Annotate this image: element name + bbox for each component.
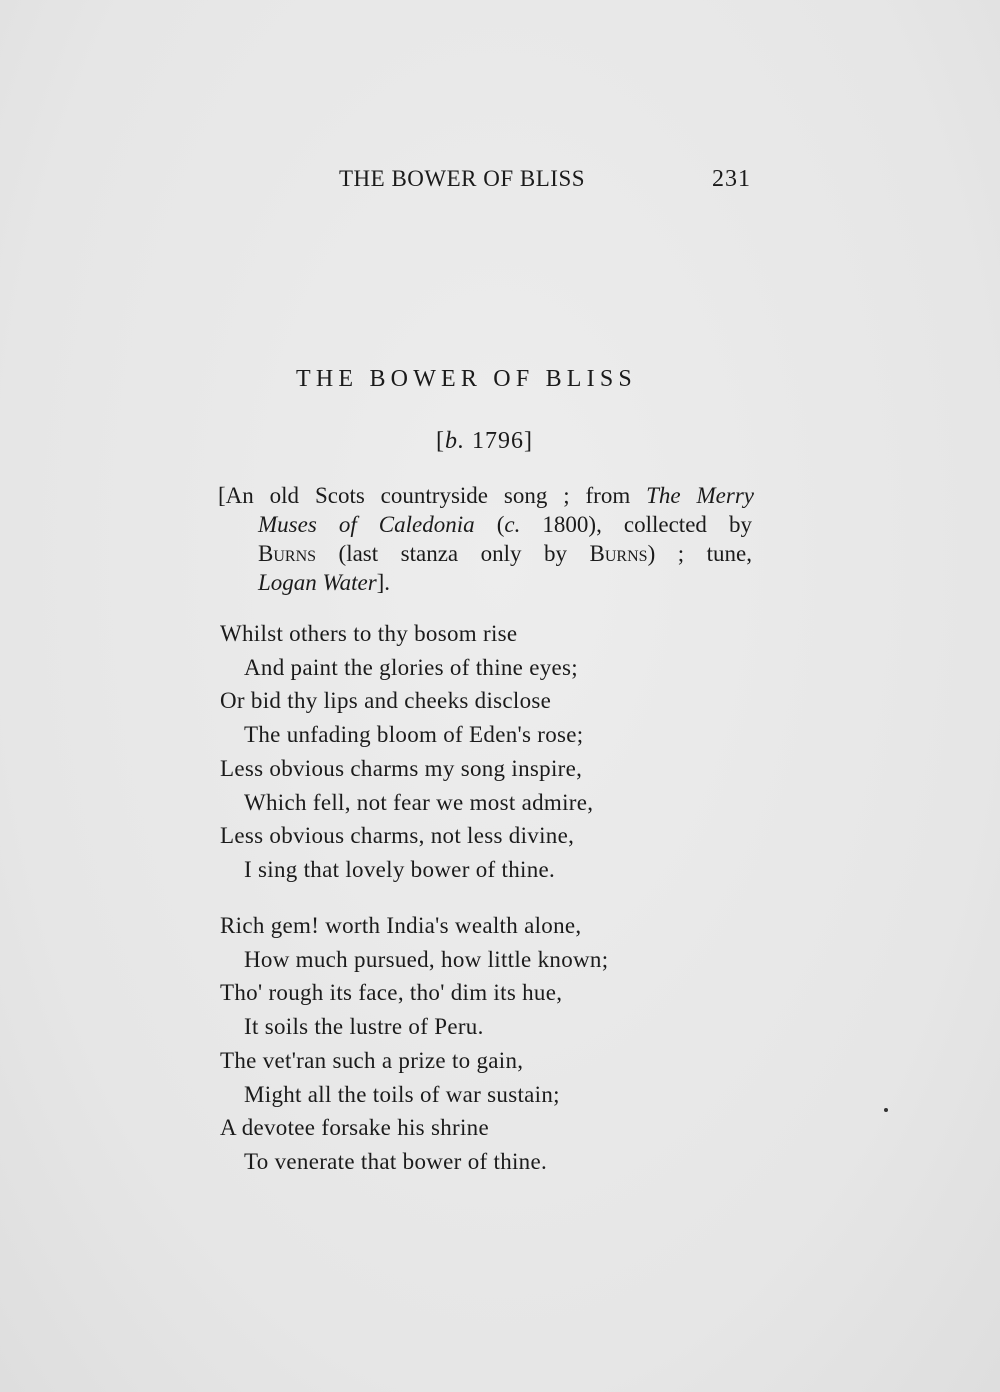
- editorial-headnote: [218, 481, 758, 597]
- verse-line: Which fell, not fear we most admire,: [244, 789, 594, 815]
- headnote-text: (last stanza only by: [316, 541, 590, 566]
- date-year: 1796]: [465, 428, 533, 454]
- headnote-line-3: [218, 539, 752, 568]
- verse-line: Or bid thy lips and cheeks disclose: [220, 688, 552, 714]
- paper-speck: [884, 1108, 888, 1112]
- headnote-line-2: [218, 510, 752, 539]
- headnote-text: 1800), collected by: [520, 512, 752, 537]
- verse-line: To venerate that bower of thine.: [244, 1148, 548, 1174]
- verse-line: I sing that lovely bower of thine.: [244, 856, 556, 882]
- headnote-text: (: [474, 512, 505, 537]
- headnote-text: ].: [376, 570, 391, 595]
- headnote-text: ) ; tune,: [647, 541, 752, 566]
- headnote-text: [An old Scots countryside song ; from: [218, 483, 647, 508]
- verse-line: The unfading bloom of Eden's rose;: [244, 722, 584, 748]
- headnote-line-4: [218, 568, 758, 597]
- headnote-book-title-cont: Muses of Caledonia: [258, 512, 475, 537]
- headnote-author-name: Burns: [589, 541, 648, 566]
- date-open-bracket: [: [436, 428, 445, 454]
- date-born-abbrev: b.: [445, 428, 465, 454]
- headnote-tune-name: Logan Water: [258, 570, 377, 595]
- headnote-book-title: The Merry: [646, 483, 754, 508]
- verse-line: How much pursued, how little known;: [244, 946, 609, 972]
- verse-line: Tho' rough its face, tho' dim its hue,: [220, 980, 563, 1006]
- poem-title: THE BOWER OF BLISS: [296, 366, 637, 392]
- running-header-title: THE BOWER OF BLISS: [339, 166, 586, 191]
- page-number: 231: [712, 166, 751, 192]
- poem-date: [436, 428, 533, 455]
- stanza-1: [220, 617, 593, 887]
- headnote-circa: c.: [504, 512, 521, 537]
- verse-line: The vet'ran such a prize to gain,: [220, 1047, 524, 1073]
- verse-line: It soils the lustre of Peru.: [244, 1014, 484, 1040]
- verse-line: Less obvious charms, not less divine,: [220, 823, 575, 849]
- verse-line: Whilst others to thy bosom rise: [220, 621, 518, 646]
- verse-line: Might all the toils of war sustain;: [244, 1081, 560, 1107]
- verse-line: Less obvious charms my song inspire,: [220, 755, 583, 781]
- verse-line: A devotee forsake his shrine: [220, 1115, 489, 1141]
- headnote-line-1: [218, 481, 754, 510]
- stanza-2: [220, 909, 608, 1179]
- verse-line: And paint the glories of thine eyes;: [244, 654, 579, 680]
- headnote-author-name: Burns: [258, 541, 317, 566]
- verse-line: Rich gem! worth India's wealth alone,: [220, 913, 582, 938]
